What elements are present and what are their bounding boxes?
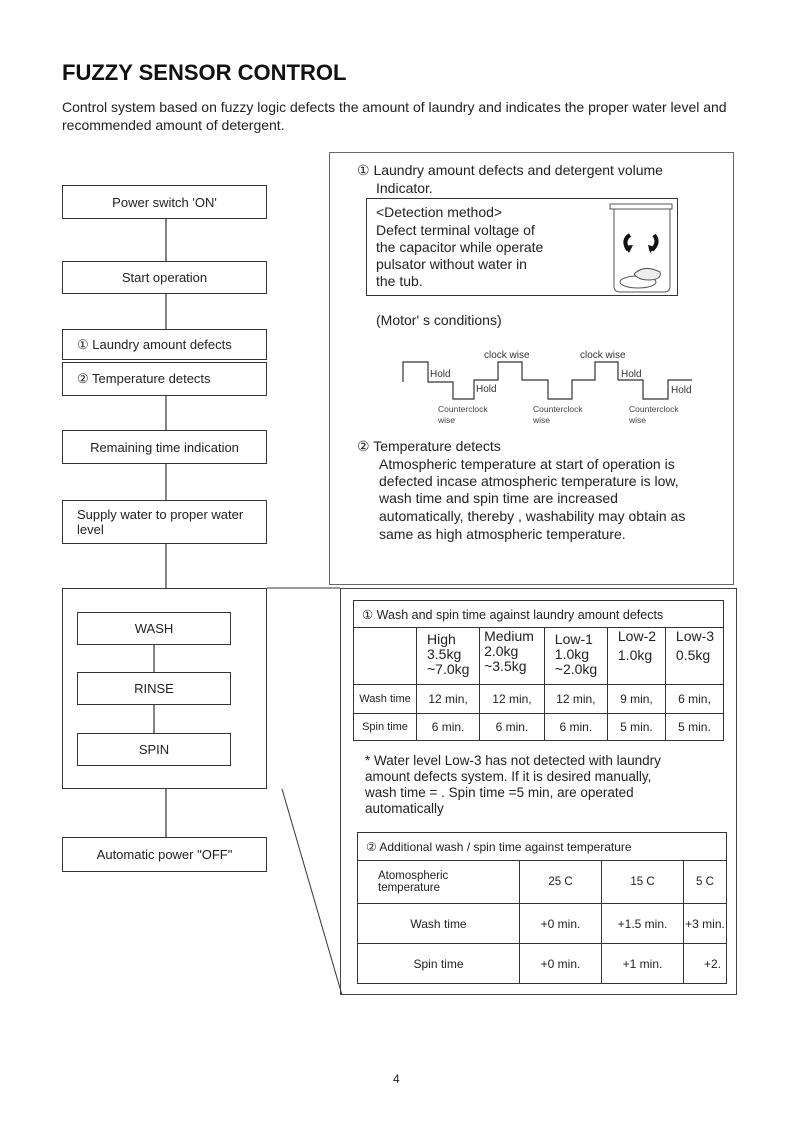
flow-step-wash: WASH <box>77 612 231 645</box>
cell: 6 min. <box>544 714 607 741</box>
table-row <box>358 904 727 944</box>
table-row <box>354 685 724 714</box>
table1-col-low2: Low-2 1.0kg <box>607 628 665 685</box>
intro-paragraph: Control system based on fuzzy logic defects the amount of laundry and indicates the proper water level and recommended amount of detergent. <box>62 99 727 133</box>
header-cell: 5 C <box>684 861 727 904</box>
counterclockwise-label: wise <box>533 415 551 425</box>
flow-step-start: Start operation <box>62 261 267 294</box>
cell: +0 min. <box>520 944 602 984</box>
hold-label: Hold <box>671 385 692 396</box>
table-row <box>358 861 727 904</box>
flow-step-temperature-detect: ② Temperature detects <box>62 362 267 396</box>
detection-method-title: <Detection method> <box>376 204 503 220</box>
cell: 12 min, <box>417 685 480 714</box>
clockwise-label: clock wise <box>580 350 626 361</box>
flow-step-laundry-detect: ① Laundry amount defects <box>62 329 267 360</box>
counterclockwise-label: Counterclock <box>629 404 679 414</box>
table1-col-low1: Low-1 1.0kg ~2.0kg <box>544 628 607 685</box>
laundry-amount-table <box>353 600 724 741</box>
section2-line: same as high atmospheric temperature. <box>379 526 626 542</box>
hold-label: Hold <box>476 384 497 395</box>
row-label: Spin time <box>358 944 520 984</box>
flow-step-power-on: Power switch 'ON' <box>62 185 267 219</box>
cell: 12 min, <box>544 685 607 714</box>
flow-step-rinse: RINSE <box>77 672 231 705</box>
cell: 12 min, <box>480 685 545 714</box>
cell: 5 min. <box>665 714 723 741</box>
section2-line: automatically, thereby , washability may obtain as <box>379 508 686 524</box>
section1-heading-cont: Indicator. <box>376 180 433 196</box>
cell: 6 min. <box>417 714 480 741</box>
row-label: Spin time <box>354 714 417 741</box>
cell: 6 min. <box>480 714 545 741</box>
detection-line: the capacitor while operate <box>376 239 544 255</box>
note-line: automatically <box>365 801 444 816</box>
cell: +1.5 min. <box>602 904 684 944</box>
hold-label: Hold <box>621 369 642 380</box>
section2-line: wash time and spin time are increased <box>379 490 618 506</box>
detection-line: pulsator without water in <box>376 256 527 272</box>
counterclockwise-label: wise <box>629 415 647 425</box>
section2-heading: ② Temperature detects <box>357 438 501 454</box>
tub-illustration-icon <box>604 200 676 295</box>
header-cell: Atomospheric temperature <box>358 861 520 904</box>
page-title: FUZZY SENSOR CONTROL <box>62 60 347 85</box>
table-row <box>354 714 724 741</box>
section2-line: defected incase atmospheric temperature is low, <box>379 473 679 489</box>
table1-corner <box>354 628 417 685</box>
cell: +0 min. <box>520 904 602 944</box>
section2-line: Atmospheric temperature at start of operation is <box>379 456 675 472</box>
section1-heading: ① Laundry amount defects and detergent volume <box>357 162 663 178</box>
table1-col-low3: Low-3 0.5kg <box>665 628 723 685</box>
page-number: 4 <box>393 1072 400 1086</box>
flow-step-power-off: Automatic power "OFF" <box>62 837 267 872</box>
cell: +3 min. <box>684 904 727 944</box>
header-cell: 25 C <box>520 861 602 904</box>
flow-step-spin: SPIN <box>77 733 231 766</box>
cell: 6 min, <box>665 685 723 714</box>
counterclockwise-label: Counterclock <box>533 404 583 414</box>
hold-label: Hold <box>430 369 451 380</box>
note-line: wash time = . Spin time =5 min, are operated <box>365 785 634 800</box>
note-line: amount defects system. If it is desired manually, <box>365 769 652 784</box>
table-row <box>358 944 727 984</box>
detection-line: the tub. <box>376 273 423 289</box>
flow-step-supply-water: Supply water to proper water level <box>62 500 267 544</box>
detection-line: Defect terminal voltage of <box>376 222 535 238</box>
temperature-table <box>357 832 727 984</box>
table1-col-medium: Medium 2.0kg ~3.5kg <box>480 628 545 685</box>
cell: +1 min. <box>602 944 684 984</box>
header-cell: 15 C <box>602 861 684 904</box>
cell: 5 min. <box>607 714 665 741</box>
table2-caption: ② Additional wash / spin time against temperature <box>358 833 727 861</box>
note-line: * Water level Low-3 has not detected with laundry <box>365 753 661 768</box>
table1-caption: ① Wash and spin time against laundry amount defects <box>354 601 724 628</box>
flow-step-remaining-time: Remaining time indication <box>62 430 267 464</box>
table1-col-high: High 3.5kg ~7.0kg <box>417 628 480 685</box>
row-label: Wash time <box>354 685 417 714</box>
cell: 9 min, <box>607 685 665 714</box>
cell: +2. <box>684 944 727 984</box>
counterclockwise-label: Counterclock <box>438 404 488 414</box>
motor-conditions-title: (Motor' s conditions) <box>376 312 502 328</box>
clockwise-label: clock wise <box>484 350 530 361</box>
row-label: Wash time <box>358 904 520 944</box>
counterclockwise-label: wise <box>438 415 456 425</box>
motor-waveform-diagram <box>395 345 705 430</box>
